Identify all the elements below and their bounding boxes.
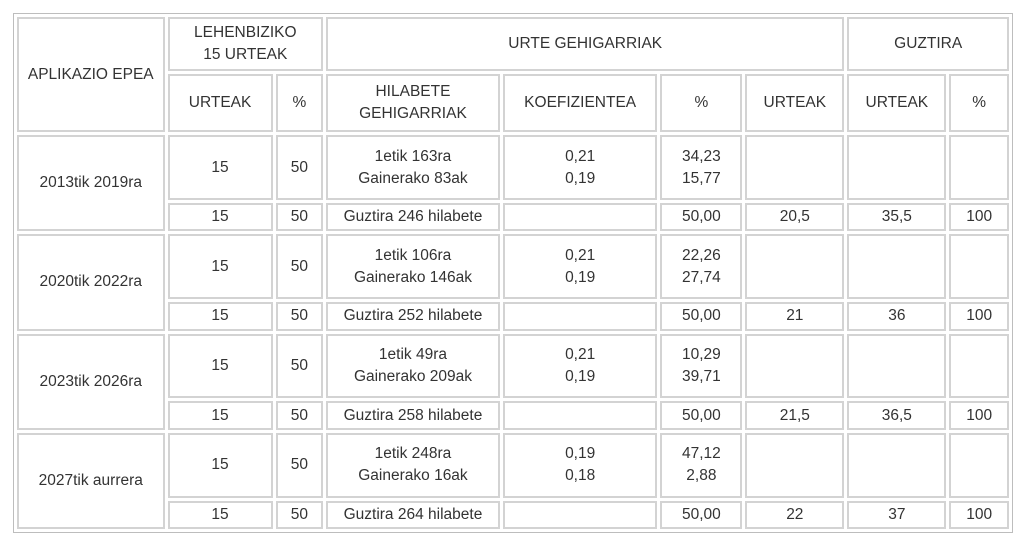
koefizientea-breakdown <box>503 234 658 299</box>
subheader-hilabete-line1: HILABETE <box>375 83 451 101</box>
empty-guztira-percent <box>949 135 1009 200</box>
hilabete-gehigarriak-breakdown <box>326 234 500 299</box>
header-lehenbiziko <box>168 17 324 71</box>
subheader-urteak-gehigarriak: URTEAK <box>745 74 844 132</box>
koefizientea-breakdown <box>503 135 658 200</box>
total-first-percent: 50 <box>276 401 323 429</box>
first-urteak: 15 <box>168 433 273 498</box>
empty-guztira-urteak <box>847 234 946 299</box>
total-guztira-urteak: 35,5 <box>847 203 946 231</box>
percent-breakdown <box>660 234 742 299</box>
header-lehenbiziko-line2: 15 URTEAK <box>203 46 288 64</box>
subheader-urteak-guztira: URTEAK <box>847 74 946 132</box>
total-koefizientea-empty <box>503 501 658 529</box>
first-percent: 50 <box>276 433 323 498</box>
total-guztira-urteak: 37 <box>847 501 946 529</box>
total-first-percent: 50 <box>276 501 323 529</box>
subheader-hilabete-line2: GEHIGARRIAK <box>359 105 467 123</box>
total-hilabete: Guztira 258 hilabete <box>326 401 500 429</box>
total-guztira-percent: 100 <box>949 401 1009 429</box>
total-urteak-gehigarriak: 22 <box>745 501 844 529</box>
total-hilabete: Guztira 246 hilabete <box>326 203 500 231</box>
empty-urteak-gehigarriak <box>745 433 844 498</box>
total-urteak-gehigarriak: 21,5 <box>745 401 844 429</box>
subheader-percent-gehigarriak: % <box>660 74 742 132</box>
empty-guztira-percent <box>949 234 1009 299</box>
hilabete-tranche-2: Gainerako 146ak <box>353 268 472 286</box>
hilabete-tranche-2: Gainerako 16ak <box>358 467 468 485</box>
first-urteak: 15 <box>168 334 273 399</box>
empty-guztira-urteak <box>847 334 946 399</box>
period-total-row <box>17 302 1009 330</box>
total-guztira-percent: 100 <box>949 302 1009 330</box>
hilabete-tranche-1: 1etik 163ra <box>374 147 452 165</box>
total-first-urteak: 15 <box>168 501 273 529</box>
total-percent-gehigarriak: 50,00 <box>660 401 742 429</box>
total-urteak-gehigarriak: 20,5 <box>745 203 844 231</box>
hilabete-tranche-1: 1etik 106ra <box>374 246 452 264</box>
koefizientea-2: 0,19 <box>565 268 596 286</box>
header-lehenbiziko-line1: LEHENBIZIKO <box>194 24 297 42</box>
subheader-urteak: URTEAK <box>168 74 273 132</box>
header-row-top <box>17 17 1009 71</box>
percent-breakdown <box>660 135 742 200</box>
hilabete-gehigarriak-breakdown <box>326 334 500 399</box>
hilabete-tranche-1: 1etik 49ra <box>378 345 447 363</box>
first-percent: 50 <box>276 135 323 200</box>
total-first-urteak: 15 <box>168 401 273 429</box>
percent-1: 22,26 <box>681 246 721 264</box>
koefizientea-1: 0,21 <box>565 147 596 165</box>
total-koefizientea-empty <box>503 203 658 231</box>
total-first-percent: 50 <box>276 302 323 330</box>
header-urte-gehigarriak: URTE GEHIGARRIAK <box>326 17 844 71</box>
period-detail-row <box>17 433 1009 498</box>
hilabete-tranche-2: Gainerako 209ak <box>353 367 472 385</box>
percent-2: 27,74 <box>681 268 721 286</box>
total-guztira-urteak: 36 <box>847 302 946 330</box>
percent-2: 15,77 <box>681 169 721 187</box>
total-first-percent: 50 <box>276 203 323 231</box>
empty-urteak-gehigarriak <box>745 234 844 299</box>
koefizientea-1: 0,19 <box>565 445 596 463</box>
empty-urteak-gehigarriak <box>745 135 844 200</box>
header-guztira: GUZTIRA <box>847 17 1009 71</box>
period-label: 2027tik aurrera <box>17 433 165 529</box>
empty-guztira-percent <box>949 433 1009 498</box>
koefizientea-1: 0,21 <box>565 246 596 264</box>
total-guztira-percent: 100 <box>949 501 1009 529</box>
pension-table-frame <box>13 13 1013 533</box>
total-percent-gehigarriak: 50,00 <box>660 203 742 231</box>
koefizientea-breakdown <box>503 433 658 498</box>
total-percent-gehigarriak: 50,00 <box>660 501 742 529</box>
hilabete-gehigarriak-breakdown <box>326 433 500 498</box>
period-total-row <box>17 203 1009 231</box>
total-guztira-urteak: 36,5 <box>847 401 946 429</box>
first-percent: 50 <box>276 334 323 399</box>
percent-1: 47,12 <box>681 445 721 463</box>
total-koefizientea-empty <box>503 302 658 330</box>
hilabete-gehigarriak-breakdown <box>326 135 500 200</box>
total-guztira-percent: 100 <box>949 203 1009 231</box>
percent-1: 10,29 <box>681 345 721 363</box>
total-first-urteak: 15 <box>168 203 273 231</box>
koefizientea-1: 0,21 <box>565 345 596 363</box>
hilabete-tranche-1: 1etik 248ra <box>374 445 452 463</box>
percent-breakdown <box>660 334 742 399</box>
first-urteak: 15 <box>168 234 273 299</box>
first-percent: 50 <box>276 234 323 299</box>
period-label: 2013tik 2019ra <box>17 135 165 231</box>
period-detail-row <box>17 234 1009 299</box>
total-first-urteak: 15 <box>168 302 273 330</box>
pension-table <box>14 14 1012 532</box>
first-urteak: 15 <box>168 135 273 200</box>
koefizientea-breakdown <box>503 334 658 399</box>
koefizientea-2: 0,19 <box>565 367 596 385</box>
total-hilabete: Guztira 264 hilabete <box>326 501 500 529</box>
subheader-percent-guztira: % <box>949 74 1009 132</box>
koefizientea-2: 0,19 <box>565 169 596 187</box>
koefizientea-2: 0,18 <box>565 467 596 485</box>
period-total-row <box>17 501 1009 529</box>
subheader-percent: % <box>276 74 323 132</box>
header-aplikazio-epea: APLIKAZIO EPEA <box>17 17 165 132</box>
empty-urteak-gehigarriak <box>745 334 844 399</box>
hilabete-tranche-2: Gainerako 83ak <box>358 169 468 187</box>
percent-1: 34,23 <box>681 147 721 165</box>
percent-2: 39,71 <box>681 367 721 385</box>
percent-2: 2,88 <box>686 467 717 485</box>
empty-guztira-percent <box>949 334 1009 399</box>
total-urteak-gehigarriak: 21 <box>745 302 844 330</box>
total-hilabete: Guztira 252 hilabete <box>326 302 500 330</box>
total-koefizientea-empty <box>503 401 658 429</box>
period-detail-row <box>17 334 1009 399</box>
period-label: 2023tik 2026ra <box>17 334 165 430</box>
empty-guztira-urteak <box>847 135 946 200</box>
empty-guztira-urteak <box>847 433 946 498</box>
period-label: 2020tik 2022ra <box>17 234 165 330</box>
percent-breakdown <box>660 433 742 498</box>
period-detail-row <box>17 135 1009 200</box>
total-percent-gehigarriak: 50,00 <box>660 302 742 330</box>
subheader-hilabete-gehigarriak <box>326 74 500 132</box>
header-row-sub <box>17 74 1009 132</box>
subheader-koefizientea: KOEFIZIENTEA <box>503 74 658 132</box>
period-total-row <box>17 401 1009 429</box>
